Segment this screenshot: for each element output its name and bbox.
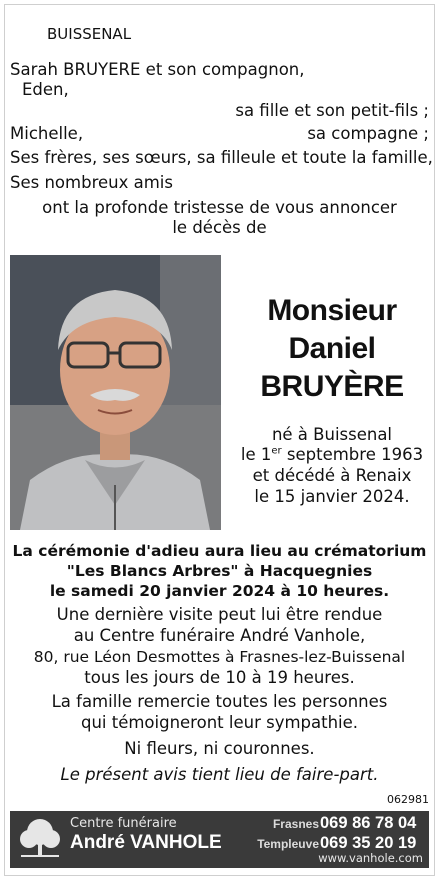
footer-name: André VANHOLE: [70, 832, 222, 853]
notice-line: Le présent avis tient lieu de faire-part.: [60, 765, 379, 784]
portrait-illustration: [10, 255, 221, 530]
footer-label: Centre funéraire: [70, 816, 177, 831]
ceremony-line: "Les Blancs Arbres" à Hacquegnies: [66, 562, 373, 580]
location-header: BUISSENAL: [47, 25, 132, 43]
no-flowers: Ni fleurs, ni couronnes.: [124, 739, 315, 758]
birth-date-suffix: septembre 1963: [281, 445, 424, 464]
footer-city: Templeuve: [257, 837, 319, 851]
footer-website-link[interactable]: www.vanhole.com: [318, 851, 423, 865]
family-line: Ses frères, ses sœurs, sa filleule et toute la famille,: [10, 148, 433, 167]
deceased-last-name: BRUYÈRE: [260, 370, 404, 403]
announcement-line: le décès de: [172, 218, 267, 237]
portrait-photo: [10, 255, 221, 530]
footer-city: Frasnes: [272, 817, 319, 831]
reference-number: 062981: [387, 793, 429, 806]
family-line: Ses nombreux amis: [10, 173, 173, 192]
family-line: sa fille et son petit-fils ;: [235, 101, 429, 120]
death-place: et décédé à Renaix: [252, 466, 412, 485]
visit-line: 80, rue Léon Desmottes à Frasnes-lez-Buissenal: [33, 648, 406, 666]
thanks-line: La famille remercie toutes les personnes: [51, 692, 388, 711]
visit-line: tous les jours de 10 à 19 heures.: [84, 668, 355, 687]
birth-date: [232, 445, 432, 465]
tree-icon: [15, 815, 65, 865]
family-line: Sarah BRUYERE et son compagnon,: [10, 60, 305, 79]
funeral-home-footer: [10, 811, 429, 868]
deceased-first-name: Daniel: [288, 332, 376, 365]
ceremony-line: La cérémonie d'adieu aura lieu au crématorium: [12, 542, 427, 560]
family-member-relation: sa compagne ;: [307, 124, 429, 143]
birth-date-sup: er: [271, 445, 282, 457]
visit-line: Une dernière visite peut lui être rendue: [56, 605, 383, 624]
ceremony-line: le samedi 20 janvier 2024 à 10 heures.: [49, 582, 390, 600]
footer-phone[interactable]: 069 35 20 19: [320, 834, 417, 852]
family-member-name: Michelle,: [10, 124, 84, 143]
birth-date-prefix: le 1: [240, 445, 272, 464]
announcement-line: ont la profonde tristesse de vous annoncer: [42, 198, 397, 217]
birth-place: né à Buissenal: [271, 425, 393, 444]
family-line: Eden,: [22, 80, 69, 99]
thanks-line: qui témoigneront leur sympathie.: [80, 713, 359, 732]
deceased-title: Monsieur: [267, 294, 397, 327]
visit-line: au Centre funéraire André Vanhole,: [73, 626, 366, 645]
death-date: le 15 janvier 2024.: [254, 487, 410, 506]
footer-phone[interactable]: 069 86 78 04: [320, 814, 417, 832]
